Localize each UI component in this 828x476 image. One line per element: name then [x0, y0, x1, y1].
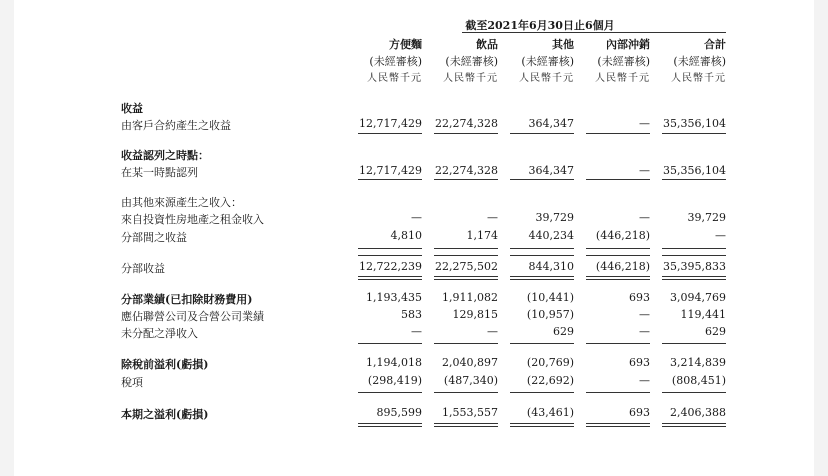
cell-total: 35,356,104	[663, 117, 726, 130]
cell-eliminations: 693	[629, 406, 650, 419]
cell-total: 3,094,769	[670, 291, 726, 304]
subtotal-rule	[662, 343, 726, 344]
row-label: 分部業績(已扣除財務費用)	[121, 293, 253, 306]
cell-beverages: —	[487, 325, 498, 338]
subtotal-rule	[358, 179, 422, 180]
column-header-unit: 人民幣千元	[443, 73, 498, 84]
total-double-rule	[662, 423, 726, 424]
cell-beverages: 22,274,328	[435, 117, 498, 130]
total-double-rule	[510, 426, 574, 427]
row-label: 分部收益	[121, 262, 165, 275]
cell-total: 629	[705, 325, 726, 338]
cell-eliminations: —	[639, 325, 650, 338]
total-double-rule	[510, 423, 574, 424]
subtotal-rule	[510, 255, 574, 256]
cell-total: 119,441	[680, 308, 726, 321]
subtotal-rule	[358, 276, 422, 277]
cell-noodles: 895,599	[376, 406, 422, 419]
column-header-audit: (未經審核)	[597, 55, 650, 68]
cell-others: 629	[553, 325, 574, 338]
document-page	[14, 0, 814, 476]
subtotal-rule	[586, 255, 650, 256]
cell-others: 364,347	[528, 164, 574, 177]
subtotal-rule	[434, 276, 498, 277]
subtotal-rule	[662, 179, 726, 180]
cell-beverages: 1,174	[466, 229, 498, 242]
cell-beverages: 1,911,082	[442, 291, 498, 304]
cell-others: (10,957)	[526, 308, 574, 321]
total-double-rule	[434, 426, 498, 427]
subtotal-rule	[358, 392, 422, 393]
subtotal-rule	[586, 248, 650, 249]
cell-beverages: (487,340)	[443, 374, 498, 387]
row-label: 稅項	[121, 376, 143, 389]
cell-others: (43,461)	[526, 406, 574, 419]
cell-noodles: 1,193,435	[366, 291, 422, 304]
subtotal-rule	[510, 392, 574, 393]
row-label: 收益認列之時點：	[121, 149, 209, 162]
total-double-rule	[586, 423, 650, 424]
column-header-name: 方便麵	[389, 38, 422, 51]
cell-eliminations: —	[639, 374, 650, 387]
column-header-eliminations	[582, 36, 650, 87]
cell-beverages: 129,815	[452, 308, 498, 321]
subtotal-rule	[434, 343, 498, 344]
cell-others: (10,441)	[526, 291, 574, 304]
subtotal-rule	[510, 133, 574, 134]
subtotal-rule	[434, 248, 498, 249]
cell-others: 39,729	[535, 211, 574, 224]
cell-noodles: (298,419)	[367, 374, 422, 387]
total-double-rule	[586, 426, 650, 427]
column-header-beverages	[430, 36, 498, 87]
total-double-rule	[358, 423, 422, 424]
column-header-unit: 人民幣千元	[671, 73, 726, 84]
cell-others: 844,310	[528, 260, 574, 273]
subtotal-rule	[358, 133, 422, 134]
cell-eliminations: (446,218)	[595, 229, 650, 242]
cell-total: —	[715, 229, 726, 242]
column-header-audit: (未經審核)	[673, 55, 726, 68]
row-label: 應佔聯營公司及合營公司業績	[121, 310, 264, 323]
subtotal-rule	[510, 343, 574, 344]
cell-eliminations: 693	[629, 291, 650, 304]
cell-total: (808,451)	[671, 374, 726, 387]
subtotal-rule	[662, 255, 726, 256]
cell-noodles: —	[411, 211, 422, 224]
subtotal-rule	[358, 248, 422, 249]
subtotal-rule	[586, 276, 650, 277]
subtotal-rule	[434, 179, 498, 180]
column-header-unit: 人民幣千元	[595, 73, 650, 84]
total-double-rule	[358, 426, 422, 427]
column-header-noodles	[354, 36, 422, 87]
subtotal-rule	[662, 133, 726, 134]
cell-noodles: 583	[401, 308, 422, 321]
cell-others: 440,234	[528, 229, 574, 242]
subtotal-rule	[510, 179, 574, 180]
cell-beverages: 1,553,557	[442, 406, 498, 419]
cell-eliminations: —	[639, 211, 650, 224]
row-label: 分部間之收益	[121, 231, 187, 244]
subtotal-rule	[662, 279, 726, 280]
cell-total: 35,356,104	[663, 164, 726, 177]
cell-total: 3,214,839	[670, 356, 726, 369]
cell-eliminations: (446,218)	[595, 260, 650, 273]
subtotal-rule	[586, 392, 650, 393]
subtotal-rule	[434, 279, 498, 280]
column-header-name: 合計	[704, 38, 726, 51]
subtotal-rule	[358, 255, 422, 256]
column-header-others	[506, 36, 574, 87]
cell-noodles: 4,810	[390, 229, 422, 242]
cell-eliminations: 693	[629, 356, 650, 369]
column-header-audit: (未經審核)	[369, 55, 422, 68]
row-label: 收益	[121, 102, 143, 115]
cell-noodles: —	[411, 325, 422, 338]
subtotal-rule	[586, 133, 650, 134]
subtotal-rule	[662, 276, 726, 277]
column-header-name: 其他	[552, 38, 574, 51]
cell-total: 39,729	[687, 211, 726, 224]
cell-others: (20,769)	[526, 356, 574, 369]
subtotal-rule	[586, 279, 650, 280]
subtotal-rule	[358, 343, 422, 344]
subtotal-rule	[586, 179, 650, 180]
cell-eliminations: —	[639, 117, 650, 130]
row-label: 本期之溢利(虧損)	[121, 408, 209, 421]
row-label: 由客戶合約產生之收益	[121, 119, 231, 132]
total-double-rule	[434, 423, 498, 424]
column-header-audit: (未經審核)	[521, 55, 574, 68]
subtotal-rule	[434, 255, 498, 256]
period-header: 截至2021年6月30日止6個月	[465, 19, 615, 32]
column-header-name: 內部沖銷	[606, 38, 650, 51]
subtotal-rule	[662, 392, 726, 393]
period-underline	[462, 32, 726, 33]
cell-beverages: 2,040,897	[442, 356, 498, 369]
cell-eliminations: —	[639, 164, 650, 177]
subtotal-rule	[434, 392, 498, 393]
cell-beverages: 22,275,502	[435, 260, 498, 273]
row-label: 來自投資性房地產之租金收入	[121, 213, 264, 226]
subtotal-rule	[510, 276, 574, 277]
subtotal-rule	[510, 279, 574, 280]
subtotal-rule	[434, 133, 498, 134]
column-header-name: 飲品	[476, 38, 498, 51]
column-header-unit: 人民幣千元	[367, 73, 422, 84]
subtotal-rule	[586, 343, 650, 344]
subtotal-rule	[662, 248, 726, 249]
cell-beverages: —	[487, 211, 498, 224]
row-label: 由其他來源產生之收入：	[121, 196, 242, 209]
subtotal-rule	[358, 279, 422, 280]
cell-beverages: 22,274,328	[435, 164, 498, 177]
cell-noodles: 12,717,429	[359, 164, 422, 177]
column-header-total	[658, 36, 726, 87]
cell-others: 364,347	[528, 117, 574, 130]
row-label: 未分配之淨收入	[121, 327, 198, 340]
cell-noodles: 1,194,018	[366, 356, 422, 369]
subtotal-rule	[510, 248, 574, 249]
row-label: 除稅前溢利(虧損)	[121, 358, 209, 371]
row-label: 在某一時點認列	[121, 166, 198, 179]
cell-others: (22,692)	[526, 374, 574, 387]
cell-eliminations: —	[639, 308, 650, 321]
total-double-rule	[662, 426, 726, 427]
column-header-unit: 人民幣千元	[519, 73, 574, 84]
column-header-audit: (未經審核)	[445, 55, 498, 68]
cell-noodles: 12,722,239	[359, 260, 422, 273]
cell-total: 2,406,388	[670, 406, 726, 419]
cell-noodles: 12,717,429	[359, 117, 422, 130]
cell-total: 35,395,833	[663, 260, 726, 273]
